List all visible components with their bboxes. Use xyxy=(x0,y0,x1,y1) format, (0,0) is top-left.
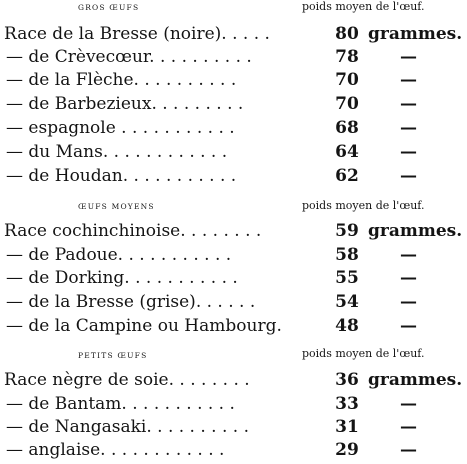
table-row xyxy=(0,70,467,94)
table-row xyxy=(0,221,467,245)
breed-label: — de Nangasaki. . . . . . . . . . xyxy=(6,417,249,437)
breed-label: Race de la Bresse (noire). . . . . xyxy=(4,24,270,44)
section-unit-label: poids moyen de l'œuf. xyxy=(302,347,425,360)
breed-label: — de Barbezieux. . . . . . . . . xyxy=(6,94,244,114)
weight-value: 31 xyxy=(335,417,359,437)
weight-value: 64 xyxy=(335,142,359,162)
breed-label: — du Mans. . . . . . . . . . . . xyxy=(6,142,228,162)
breed-label: Race cochinchinoise. . . . . . . . xyxy=(4,221,262,241)
section-title: GROS ŒUFS xyxy=(78,3,140,12)
ditto-mark: — xyxy=(400,245,417,265)
section-title: ŒUFS MOYENS xyxy=(78,202,155,211)
weight-value: 33 xyxy=(335,394,359,414)
ditto-mark: — xyxy=(400,394,417,414)
breed-label: — de Crèvecœur. . . . . . . . . . xyxy=(6,47,252,67)
weight-unit: grammes. xyxy=(368,221,463,241)
weight-value: 55 xyxy=(335,268,359,288)
section-title: PETITS ŒUFS xyxy=(78,351,148,360)
weight-unit: grammes. xyxy=(368,24,463,44)
breed-label: — de Dorking. . . . . . . . . . . xyxy=(6,268,238,288)
weight-value: 48 xyxy=(335,316,359,336)
ditto-mark: — xyxy=(400,70,417,90)
breed-label: — anglaise. . . . . . . . . . . . xyxy=(6,440,225,460)
table-row xyxy=(0,394,467,418)
weight-value: 59 xyxy=(335,221,359,241)
table-row xyxy=(0,94,467,118)
ditto-mark: — xyxy=(400,47,417,67)
table-row xyxy=(0,245,467,269)
breed-label: — de Padoue. . . . . . . . . . . xyxy=(6,245,232,265)
table-row xyxy=(0,316,467,340)
ditto-mark: — xyxy=(400,118,417,138)
weight-value: 36 xyxy=(335,370,359,390)
table-row xyxy=(0,24,467,48)
table-row xyxy=(0,166,467,190)
breed-label: — de la Campine ou Hambourg. xyxy=(6,316,282,336)
weight-value: 54 xyxy=(335,292,359,312)
table-row xyxy=(0,268,467,292)
weight-value: 70 xyxy=(335,94,359,114)
ditto-mark: — xyxy=(400,142,417,162)
ditto-mark: — xyxy=(400,292,417,312)
breed-label: Race nègre de soie. . . . . . . . xyxy=(4,370,250,390)
breed-label: — de la Flèche. . . . . . . . . . xyxy=(6,70,237,90)
breed-label: — de Houdan. . . . . . . . . . . xyxy=(6,166,237,186)
table-row xyxy=(0,370,467,394)
table-row xyxy=(0,142,467,166)
ditto-mark: — xyxy=(400,440,417,460)
table-row xyxy=(0,440,467,464)
weight-value: 62 xyxy=(335,166,359,186)
weight-value: 58 xyxy=(335,245,359,265)
weight-unit: grammes. xyxy=(368,370,463,390)
ditto-mark: — xyxy=(400,417,417,437)
ditto-mark: — xyxy=(400,94,417,114)
ditto-mark: — xyxy=(400,316,417,336)
table-row xyxy=(0,417,467,441)
section-unit-label: poids moyen de l'œuf. xyxy=(302,0,425,13)
weight-value: 78 xyxy=(335,47,359,67)
weight-value: 29 xyxy=(335,440,359,460)
table-row xyxy=(0,292,467,316)
ditto-mark: — xyxy=(400,166,417,186)
breed-label: — espagnole . . . . . . . . . . . xyxy=(6,118,235,138)
table-row xyxy=(0,118,467,142)
weight-value: 80 xyxy=(335,24,359,44)
breed-label: — de Bantam. . . . . . . . . . . xyxy=(6,394,235,414)
ditto-mark: — xyxy=(400,268,417,288)
weight-value: 68 xyxy=(335,118,359,138)
breed-label: — de la Bresse (grise). . . . . . xyxy=(6,292,256,312)
table-row xyxy=(0,47,467,71)
weight-value: 70 xyxy=(335,70,359,90)
section-unit-label: poids moyen de l'œuf. xyxy=(302,199,425,212)
